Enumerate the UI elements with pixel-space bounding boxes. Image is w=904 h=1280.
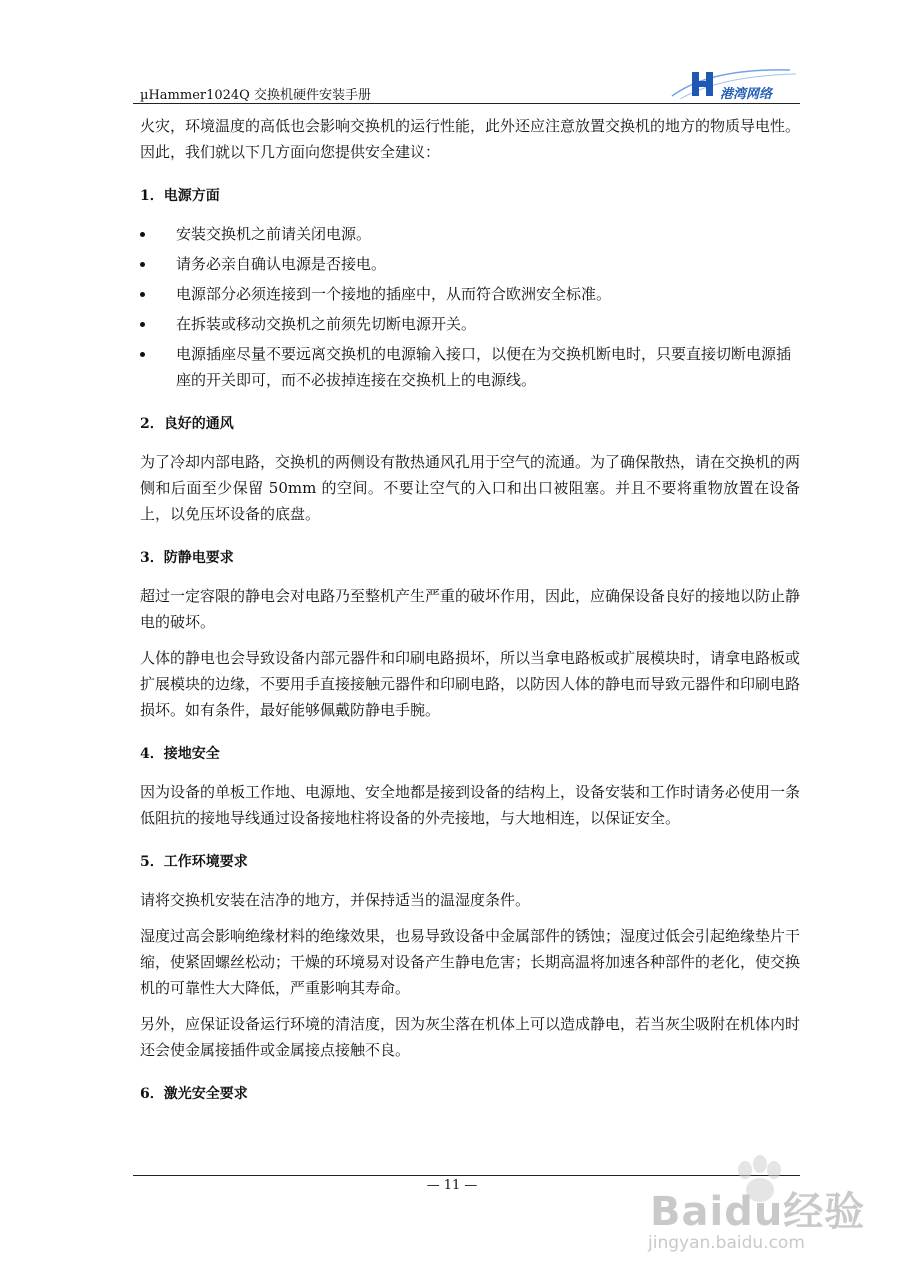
list-item: 在拆装或移动交换机之前须先切断电源开关。	[140, 311, 800, 337]
grounding-paragraph: 因为设备的单板工作地、电源地、安全地都是接到设备的结构上，设备安装和工作时请务必使用一条低阻抗的接地导线通过设备接地柱将设备的外壳接地，与大地相连，以保证安全。	[140, 783, 801, 827]
antistatic-paragraph-2: 人体的静电也会导致设备内部元器件和印刷电路损坏，所以当拿电路板或扩展模块时，请拿电路板或扩展模块的边缘，不要用手直接接触元器件和印刷电路，以防因人体的静电而导致元器件和印刷电路损坏。如有条件，最好能够佩戴防静电手腕。	[140, 649, 801, 719]
logo-text: 港湾网络	[720, 87, 773, 102]
bullet-icon	[140, 352, 145, 357]
bullet-icon	[140, 292, 145, 297]
bullet-icon	[140, 322, 145, 327]
antistatic-paragraph-1: 超过一定容限的静电会对电路乃至整机产生严重的破坏作用，因此，应确保设备良好的接地以防止静电的破坏。	[140, 587, 801, 631]
list-item: 电源插座尽量不要远离交换机的电源输入接口，以便在为交换机断电时，只要直接切断电源插座的开关即可，而不必拔掉连接在交换机上的电源线。	[140, 341, 800, 393]
watermark-brand: Baidu经验	[650, 1189, 866, 1235]
section-heading-antistatic: 3．防静电要求	[140, 550, 234, 566]
watermark-url: jingyan.baidu.com	[648, 1233, 805, 1253]
ventilation-paragraph: 为了冷却内部电路，交换机的两侧设有散热通风孔用于空气的流通。为了确保散热，请在交换机的两侧和后面至少保留 50mm 的空间。不要让空气的入口和出口被阻塞。并且不要将重物放置在设备上，以免压坏设备的底盘。	[140, 453, 801, 523]
intro-paragraph: 火灾，环境温度的高低也会影响交换机的运行性能，此外还应注意放置交换机的地方的物质导电性。因此，我们就以下几方面向您提供安全建议：	[140, 117, 801, 161]
list-item: 安装交换机之前请关闭电源。	[140, 221, 800, 247]
power-bullet-list	[140, 221, 800, 393]
page-number: — 11 —	[426, 1178, 478, 1193]
list-item: 请务必亲自确认电源是否接电。	[140, 251, 800, 277]
section-heading-environment: 5．工作环境要求	[140, 854, 248, 870]
section-heading-ventilation: 2．良好的通风	[140, 416, 234, 432]
manual-title: µHammer1024Q 交换机硬件安装手册	[140, 88, 371, 103]
list-item: 电源部分必须连接到一个接地的插座中，从而符合欧洲安全标准。	[140, 281, 800, 307]
bullet-icon	[140, 262, 145, 267]
environment-paragraph-2: 湿度过高会影响绝缘材料的绝缘效果，也易导致设备中金属部件的锈蚀；湿度过低会引起绝缘垫片干缩，使紧固螺丝松动；干燥的环境易对设备产生静电危害；长期高温将加速各种部件的老化，使交换机的可靠性大大降低，严重影响其寿命。	[140, 927, 801, 997]
environment-paragraph-1: 请将交换机安装在洁净的地方，并保持适当的温湿度条件。	[140, 891, 531, 909]
environment-paragraph-3: 另外，应保证设备运行环境的清洁度，因为灰尘落在机体上可以造成静电，若当灰尘吸附在机体内时还会使金属接插件或金属接点接触不良。	[140, 1015, 801, 1059]
bullet-icon	[140, 232, 145, 237]
section-heading-power: 1．电源方面	[140, 188, 220, 204]
page-body	[140, 113, 800, 1119]
section-heading-laser: 6．激光安全要求	[140, 1086, 248, 1102]
header-divider	[133, 103, 800, 104]
section-heading-grounding: 4．接地安全	[140, 746, 220, 762]
